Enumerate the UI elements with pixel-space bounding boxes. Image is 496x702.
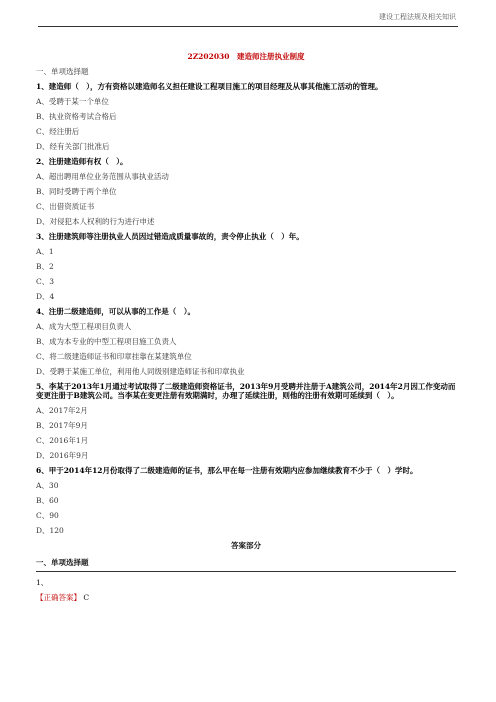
answer-heading: 答案部分	[231, 541, 261, 550]
option-c: C、将二级建造师证书和印章挂靠在某建筑单位	[36, 352, 192, 361]
option-d: D、4	[36, 292, 55, 301]
option-b: B、60	[36, 496, 59, 505]
question-6	[36, 466, 456, 535]
answer-section-heading: 一、单项选择题	[36, 558, 89, 567]
option-d: D、2016年9月	[36, 451, 89, 460]
option-b: B、同时受聘于两个单位	[36, 187, 117, 196]
option-d: D、受聘于某施工单位，利用他人同级别建造师证书和印章执业	[36, 367, 245, 376]
question-5	[36, 382, 456, 460]
question-3	[36, 232, 456, 301]
question-text: 4、注册二级建造师，可以从事的工作是（ ）。	[36, 307, 195, 316]
page-header: 建设工程法规及相关知识	[379, 13, 456, 21]
option-c: C、出借资质证书	[36, 202, 95, 211]
option-a: A、2017年2月	[36, 406, 88, 415]
answer-rule	[36, 571, 456, 572]
answer-line	[36, 593, 456, 602]
option-a: A、超出聘用单位业务范围从事执业活动	[36, 172, 169, 181]
answer-item-number: 1、	[36, 578, 49, 587]
option-b: B、2017年9月	[36, 421, 88, 430]
option-a: A、受聘于某一个单位	[36, 97, 109, 106]
document-title: 2Z202030 建造师注册执业制度	[187, 52, 305, 61]
option-c: C、90	[36, 511, 59, 520]
option-d: D、对侵犯本人权利的行为进行申述	[36, 217, 155, 226]
option-c: C、2016年1月	[36, 436, 89, 445]
option-b: B、成为本专业的中型工程项目施工负责人	[36, 337, 177, 346]
question-1	[36, 82, 456, 151]
header-rule	[38, 26, 458, 27]
question-text: 3、注册建筑师等注册执业人员因过错造成质量事故的，责令停止执业（ ）年。	[36, 232, 304, 241]
option-d: D、经有关部门批准后	[36, 142, 110, 151]
question-4	[36, 307, 456, 376]
option-c: C、经注册后	[36, 127, 80, 136]
option-b: B、执业资格考试合格后	[36, 112, 117, 121]
question-text: 6、甲于2014年12月份取得了二级建造师的证书，那么甲在每一注册有效期内应参加继续教育不少于（ ）学时。	[36, 466, 418, 475]
section-heading: 一、单项选择题	[36, 67, 89, 76]
option-c: C、3	[36, 277, 55, 286]
correct-answer-label: 【正确答案】	[36, 593, 81, 602]
option-a: A、1	[36, 247, 54, 256]
document-body	[36, 51, 456, 608]
question-2	[36, 157, 456, 226]
option-a: A、30	[36, 481, 59, 490]
option-b: B、2	[36, 262, 54, 271]
question-text: 5、李某于2013年1月通过考试取得了二级建造师资格证书，2013年9月受聘并注册于A建筑公司，2014年2月因工作变动而变更注册于B建筑公司。当李某在变更注册有效期满时，办理了延续注册，则他的注册有效期可延续到（ ）。	[36, 382, 456, 400]
question-text: 2、注册建造师有权（ ）。	[36, 157, 128, 166]
question-text: 1、建造师（ ），方有资格以建造师名义担任建设工程项目施工的项目经理及从事其他施工活动的管理。	[36, 82, 383, 91]
option-a: A、成为大型工程项目负责人	[36, 322, 132, 331]
correct-answer-value: C	[83, 593, 90, 602]
option-d: D、120	[36, 526, 64, 535]
